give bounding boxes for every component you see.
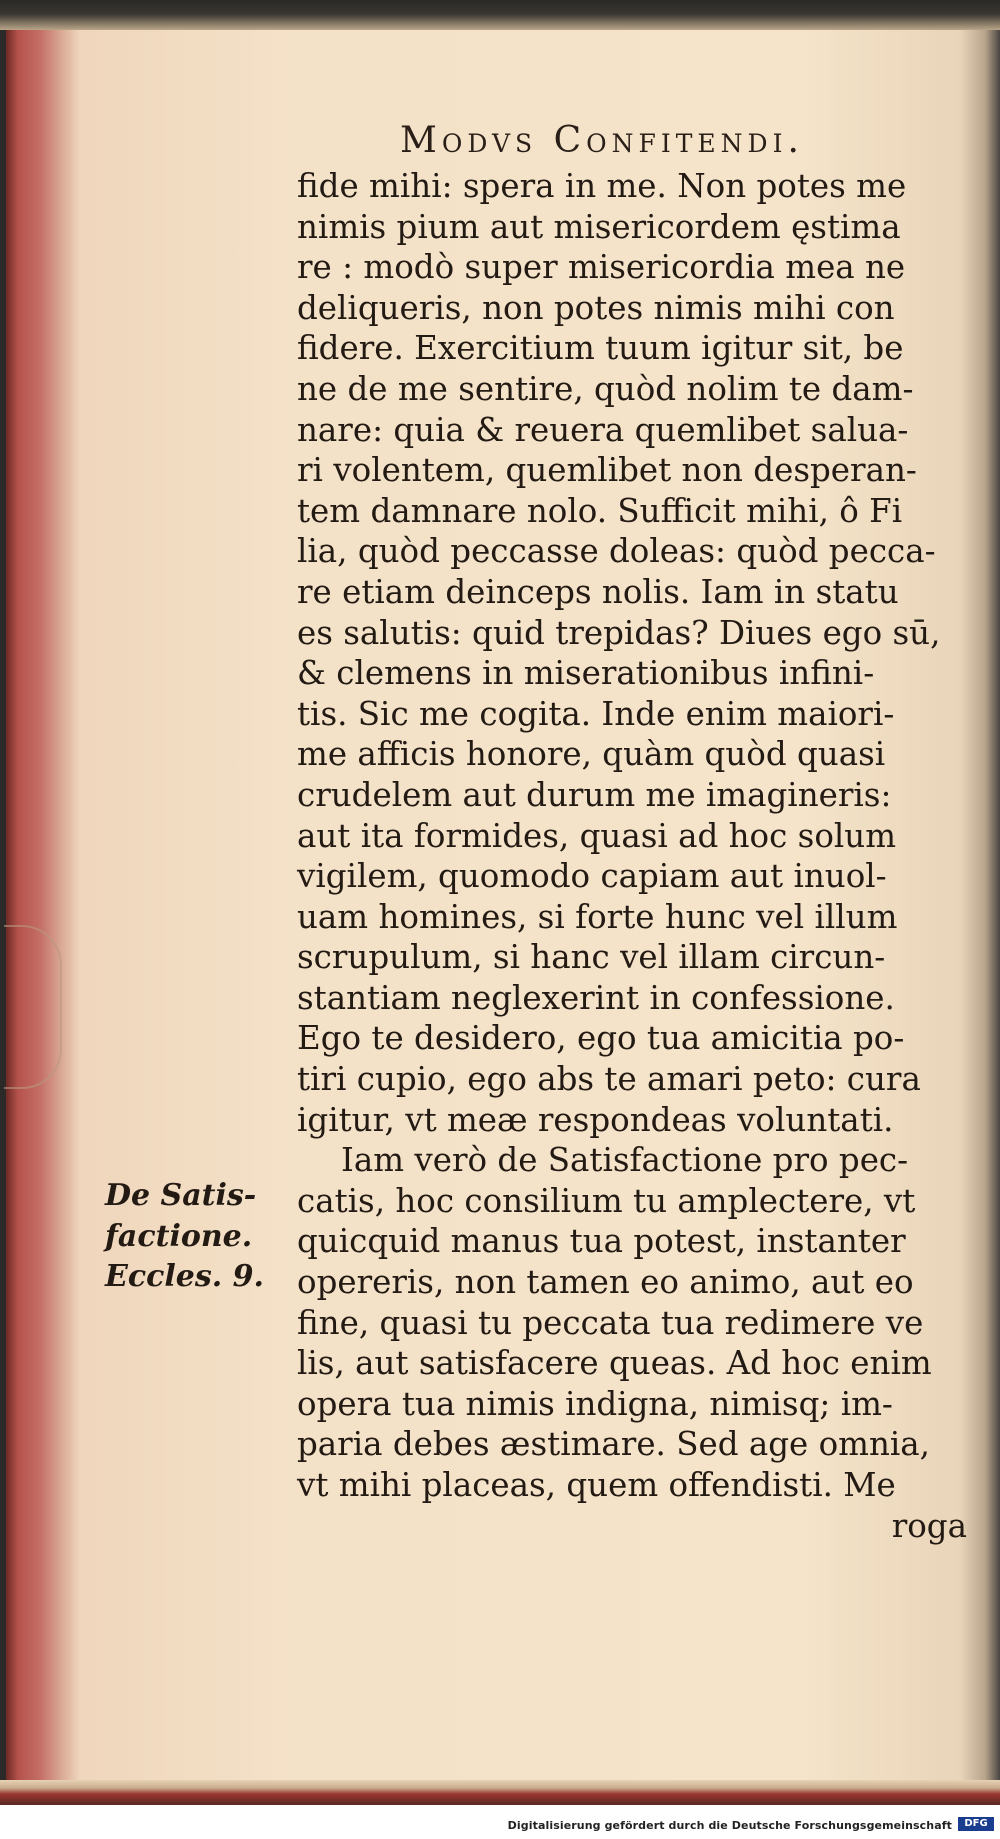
text-line: lis, aut satisfacere queas. Ad hoc enim [297,1344,932,1383]
digitization-credit: Digitalisierung gefördert durch die Deutsche Forschungsgemeinschaft [507,1819,952,1832]
text-line: tem damnare nolo. Sufficit mihi, ô Fi [297,491,903,530]
text-line: es salutis: quid trepidas? Diues ego sū, [297,613,941,652]
clasp-mark [4,925,62,1089]
text-line: crudelem aut durum me imagineris: [297,775,892,814]
text-line: stantiam neglexerint in confessione. [297,978,895,1017]
text-line: re etiam deinceps nolis. Iam in statu [297,572,899,611]
text-line: lia, quòd peccasse doleas: quòd pecca- [297,532,936,571]
margin-note-line: De Satis- [105,1178,257,1213]
text-line: me afficis honore, quàm quòd quasi [297,735,886,774]
text-line: aut ita formides, quasi ad hoc solum [297,816,897,855]
text-line: igitur, vt meæ respondeas voluntati. [297,1100,894,1139]
margin-note [105,1176,295,1298]
text-line: ne de me sentire, quòd nolim te dam- [297,369,914,408]
text-line: scrupulum, si hanc vel illam circun- [297,938,886,977]
text-line: fine, quasi tu peccata tua redimere ve [297,1303,924,1342]
body-text [297,166,977,1546]
text-line: tis. Sic me cogita. Inde enim maiori- [297,694,895,733]
text-line: & clemens in miserationibus infini- [297,654,875,693]
text-line: Iam verò de Satisfactione pro pec- [341,1141,909,1180]
text-line: fidere. Exercitium tuum igitur sit, be [297,329,904,368]
text-line: vt mihi placeas, quem offendisti. Me [297,1466,896,1504]
running-head: Modvs Confitendi. [400,120,804,161]
book-top-edge [0,0,1000,30]
text-line: vigilem, quomodo capiam aut inuol- [297,857,887,896]
text-line: paria debes æstimare. Sed age omnia, [297,1425,931,1464]
text-line: fide mihi: spera in me. Non potes me [297,167,907,205]
text-line: Ego te desidero, ego tua amicitia po- [297,1019,905,1058]
text-line: nare: quia & reuera quemlibet salua- [297,410,909,449]
text-line: ri volentem, quemlibet non desperan- [297,451,917,490]
text-line: nimis pium aut misericordem ęstima [297,207,901,246]
text-line: tiri cupio, ego abs te amari peto: cura [297,1060,921,1099]
text-line: uam homines, si forte hunc vel illum [297,897,898,936]
text-line: opera tua nimis indigna, nimisq; im- [297,1384,893,1423]
text-line: re : modò super misericordia mea ne [297,248,906,287]
margin-note-line: factione. [105,1218,253,1254]
text-line: deliqueris, non potes nimis mihi con [297,288,895,327]
catchword: roga [891,1506,967,1545]
book-bottom-edge [0,1780,1000,1805]
text-line: quicquid manus tua potest, instanter [297,1222,906,1261]
text-line: catis, hoc consilium tu amplectere, vt [297,1181,916,1220]
margin-note-line: Eccles. 9. [105,1259,264,1295]
dfg-logo: DFG [958,1817,994,1831]
text-line: opereris, non tamen eo animo, aut eo [297,1263,914,1302]
